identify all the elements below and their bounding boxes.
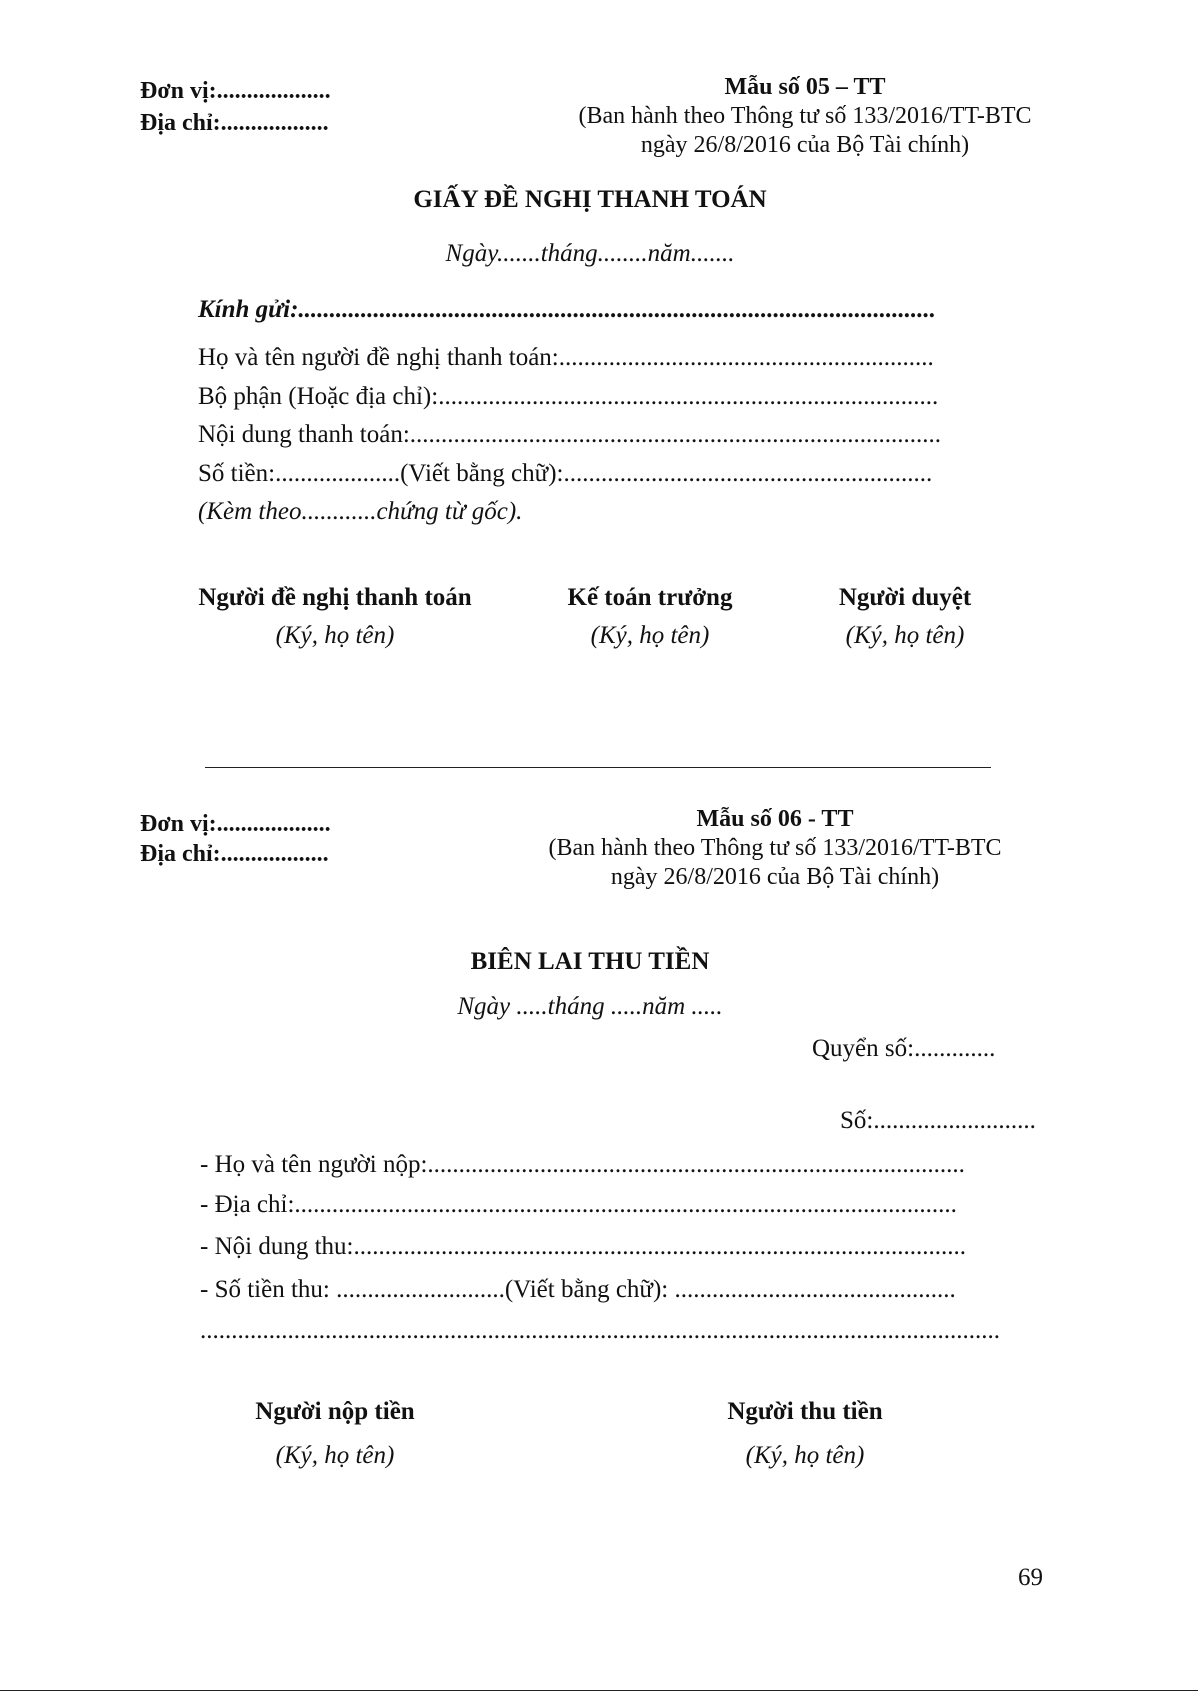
form1-field-content: Nội dung thanh toán:..................................................................................... [198,421,942,448]
form2-title: BIÊN LAI THU TIỀN [470,948,710,975]
page-number: 69 [1018,1564,1043,1591]
signer-role: Người nộp tiền [255,1398,415,1425]
form2-header [540,806,1010,891]
signer-note: (Ký, họ tên) [590,622,710,649]
form1-field-department: Bộ phận (Hoặc địa chỉ):................................................................................ [198,383,939,410]
signer-role: Người đề nghị thanh toán [198,584,472,611]
signer-role: Người duyệt [838,584,972,611]
form2-field-address: - Địa chỉ:.......................................................................................................... [200,1191,957,1218]
form2-issued-by: (Ban hành theo Thông tư số 133/2016/TT-BTC [548,835,1002,861]
form2-field-amount: - Số tiền thu: ...........................(Viết bằng chữ): ............................................. [200,1276,956,1303]
form2-unit: Đơn vị:................... [140,811,331,837]
form1-signer-chief-accountant [520,584,780,650]
form2-field-payer: - Họ và tên người nộp:...................................................................................... [200,1151,965,1178]
signer-role: Kế toán trưởng [567,584,733,611]
form1-form-number: Mẫu số 05 – TT [724,74,886,100]
form2-signer-payer [215,1398,455,1470]
signer-note: (Ký, họ tên) [275,622,395,649]
form2-address: Địa chỉ:.................. [140,841,329,867]
page-edge-line [0,1690,1198,1691]
form1-recipient: Kính gửi:...................................................................................................... [198,296,936,323]
form2-receipt-number: Số:.......................... [840,1107,1036,1134]
form1-signer-approver [800,584,1010,650]
form1-signer-requester [180,584,490,650]
form1-title: GIẤY ĐỀ NGHỊ THANH TOÁN [413,186,767,213]
form1-issued-by: (Ban hành theo Thông tư số 133/2016/TT-BTC [578,103,1032,129]
form1-header [570,74,1040,159]
form1-date: Ngày.......tháng........năm....... [445,240,735,267]
form1-attached: (Kèm theo............chứng từ gốc). [198,498,523,525]
form1-unit: Đơn vị:................... [140,78,331,104]
signer-note: (Ký, họ tên) [845,622,965,649]
form2-date: Ngày .....tháng .....năm ..... [457,993,723,1020]
form2-extra-line: ................................................................................................................................ [200,1317,1000,1344]
form2-book-number: Quyển số:............. [812,1035,996,1062]
form-separator [205,767,991,768]
signer-role: Người thu tiền [727,1398,883,1425]
form1-field-amount: Số tiền:....................(Viết bằng chữ):........................................................... [198,460,933,487]
form1-address: Địa chỉ:.................. [140,110,329,136]
form2-issued-date: ngày 26/8/2016 của Bộ Tài chính) [610,864,940,890]
signer-note: (Ký, họ tên) [745,1442,865,1469]
form2-signer-collector [685,1398,925,1470]
form1-issued-date: ngày 26/8/2016 của Bộ Tài chính) [640,132,970,158]
form1-field-requester: Họ và tên người đề nghị thanh toán:............................................................ [198,344,934,371]
form2-form-number: Mẫu số 06 - TT [696,806,854,832]
form2-field-content: - Nội dung thu:.................................................................................................. [200,1233,966,1260]
signer-note: (Ký, họ tên) [275,1442,395,1469]
